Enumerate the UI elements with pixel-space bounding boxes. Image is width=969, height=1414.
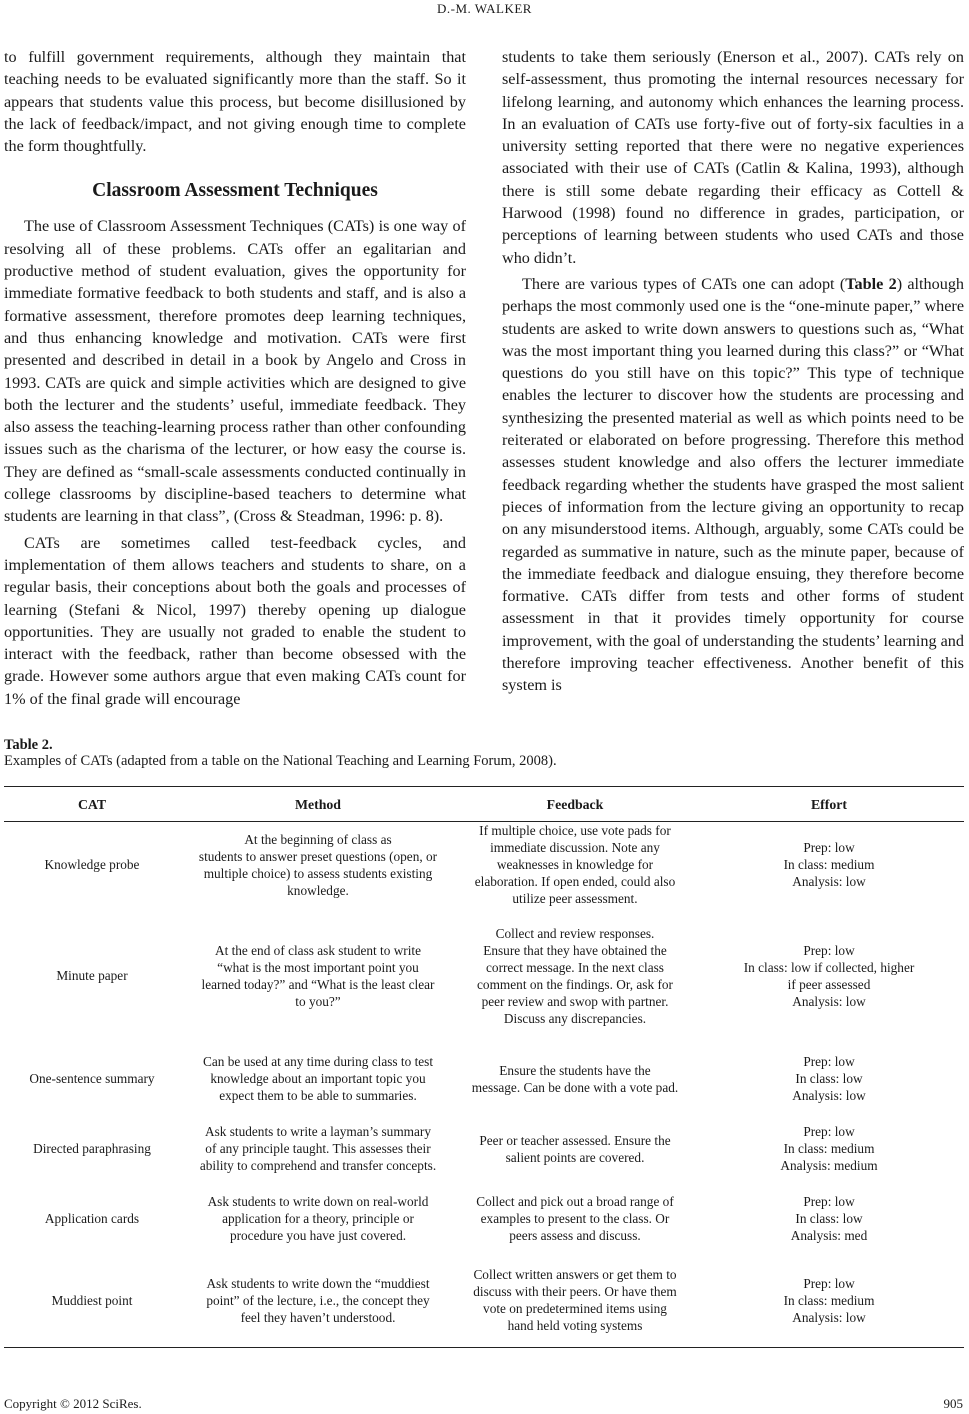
cell-line: application for a theory, principle or: [222, 1211, 414, 1226]
cell-line: Can be used at any time during class to test: [202, 1054, 434, 1069]
cell-feedback: [456, 1114, 694, 1184]
cell-line: Analysis: low: [792, 993, 866, 1009]
cell-line: knowledge about an important topic you: [210, 1071, 426, 1086]
column-header-method: Method: [180, 787, 456, 822]
cell-line: In class: medium: [783, 857, 875, 873]
cats-table-container: [4, 786, 964, 1348]
cell-method: [180, 1114, 456, 1184]
cell-line: “what is the most important point you: [217, 959, 419, 975]
cell-line: point” of the lecture, i.e., the concept they: [206, 1292, 430, 1308]
cell-line: In class: medium: [783, 1141, 875, 1156]
page-number: 905: [943, 1396, 963, 1411]
cell-line: hand held voting systems: [507, 1318, 643, 1334]
cell-line: comment on the findings. Or, ask for: [477, 976, 673, 992]
cell-line: Analysis: med: [790, 1228, 868, 1243]
cell-line: discuss with their peers. Or have them: [473, 1284, 677, 1300]
cell-line: Analysis: medium: [780, 1158, 878, 1173]
body-paragraph: [502, 273, 964, 697]
cell-cat: Muddiest point: [4, 1254, 180, 1348]
cell-line: In class: medium: [783, 1292, 875, 1308]
cell-method: [180, 1254, 456, 1348]
paragraph-text: ) although perhaps the most commonly used one is the “one-minute paper,” where students are asked to write down answers to questions such as, “What was the most important thing you learned during this class?” or “What questions do you still have on this topic?” This type of technique enables the lecturer to discover how the students are processing and synthesizing the presented material as well as which points need to be reiterated or elaborated on before progressing. Therefore this method assesses student knowledge and also offers the lecturer immediate feedback regarding whether the students have grasped the most salient pieces of information from the lecture giving an opportunity to recap on any misunderstood items. Although, arguably, some CATs could be regarded as summative in nature, such as the minute paper, because of the immediate feedback and dialogue ensuing, they therefore become formative. CATs differ from tests and other forms of student assessment in that it provides timely opportunity for course improvement, with the goal of understanding the students’ learning and therefore improving teacher effectiveness. Another benefit of this system is: [502, 274, 965, 695]
cell-line: correct message. In the next class: [486, 959, 664, 975]
cell-line: Prep: low: [803, 1275, 855, 1291]
cell-method: [180, 822, 456, 908]
left-column: [4, 46, 466, 710]
cell-line: Collect and review responses.: [495, 925, 655, 941]
cell-line: procedure you have just covered.: [229, 1228, 407, 1243]
cell-line: Analysis: low: [792, 874, 866, 890]
cell-line: multiple choice) to assess students existing: [203, 865, 433, 881]
cell-line: At the beginning of class as: [244, 831, 392, 847]
column-header-cat: CAT: [4, 787, 180, 822]
cell-line: At the end of class ask student to write: [214, 942, 422, 958]
cell-feedback: [456, 1184, 694, 1254]
table-header-row: [4, 787, 964, 822]
cell-line: Peer or teacher assessed. Ensure the: [479, 1132, 671, 1148]
cell-line: Prep: low: [803, 1054, 855, 1069]
cell-line: learned today?” and “What is the least clear: [201, 976, 435, 992]
cell-line: Prep: low: [803, 1194, 855, 1209]
cell-method: [180, 908, 456, 1044]
cell-line: message. Can be done with a vote pad.: [471, 1079, 679, 1095]
cell-line: elaboration. If open ended, could also: [474, 874, 676, 890]
cell-line: utilize peer assessment.: [512, 891, 638, 907]
cell-line: Ask students to write down on real-world: [207, 1194, 429, 1209]
paragraph-text: There are various types of CATs one can adopt (: [522, 274, 846, 293]
cell-line: examples to present to the class. Or: [480, 1211, 670, 1226]
table-body: [4, 822, 964, 1348]
body-paragraph: to fulfill government requirements, although they maintain that teaching needs to be evaluated significantly more than the staff. So it appears that students value this process, but become disillusioned by the lack of feedback/impact, and not giving enough time to complete the form thoughtfully.: [4, 48, 466, 156]
cell-line: Prep: low: [803, 840, 855, 856]
cell-line: knowledge.: [287, 882, 349, 898]
cell-line: In class: low: [795, 1211, 863, 1226]
table-row: [4, 1114, 964, 1184]
cell-line: Prep: low: [803, 1124, 855, 1139]
cell-line: Analysis: low: [792, 1309, 866, 1325]
cell-method: [180, 1044, 456, 1114]
cell-effort: [694, 1184, 964, 1254]
cell-line: Analysis: low: [792, 1088, 866, 1103]
cell-line: students to answer preset questions (open, or: [198, 848, 438, 864]
cell-feedback: [456, 1254, 694, 1348]
cell-line: Collect written answers or get them to: [473, 1267, 677, 1283]
body-paragraph: CATs are sometimes called test-feedback cycles, and implementation of them allows teachers and students to share, on a regular basis, their conceptions about both the goals and processes of learning (Stefani & Nicol, 1997) thereby opening up dialogue opportunities. They are usually not graded to enable the student to interact with the feedback, rather than become obsessed with the grade. However some authors argue that even making CATs count for 1% of the final grade will encourage: [4, 533, 466, 708]
cats-table: [4, 786, 964, 1348]
cell-cat: One-sentence summary: [29, 1071, 155, 1086]
cell-effort: [694, 908, 964, 1044]
running-head: D.-M. WALKER: [437, 1, 532, 16]
table-row: [4, 822, 964, 908]
cell-line: expect them to be able to summaries.: [219, 1088, 417, 1103]
cell-line: Ensure that they have obtained the: [483, 942, 667, 958]
cell-line: Ask students to write down the “muddiest: [206, 1275, 430, 1291]
cell-effort: [694, 1254, 964, 1348]
table-reference-link[interactable]: Table 2: [845, 274, 897, 293]
body-paragraph: students to take them seriously (Enerson et al., 2007). CATs rely on self-assessment, thus promoting the internal resources necessary for lifelong learning, and autonomy which enhances the learning process. In an evaluation of CATs use forty-five out of forty-six faculties in a university setting reported that there were no negative experiences associated with their use of CATs (Catlin & Kalina, 1993), although there is still some debate regarding their efficacy as Cottell & Harwood (1998) found no difference in grades, participation, or perceptions of learning between students who used CATs and those who didn’t.: [502, 48, 964, 267]
cell-line: ability to comprehend and transfer concepts.: [199, 1158, 437, 1173]
column-header-feedback: Feedback: [456, 787, 694, 822]
column-header-effort: Effort: [694, 787, 964, 822]
table-row: [4, 1184, 964, 1254]
cell-feedback: [456, 1044, 694, 1114]
table-row: [4, 1254, 964, 1348]
cell-line: vote on predetermined items using: [483, 1301, 667, 1317]
cell-line: of any principle taught. This assesses their: [205, 1141, 431, 1156]
cell-cat: Application cards: [44, 1211, 140, 1226]
cell-line: If multiple choice, use vote pads for: [479, 823, 671, 839]
cell-line: salient points are covered.: [505, 1149, 645, 1165]
cell-line: Ask students to write a layman’s summary: [204, 1124, 431, 1139]
section-heading: Classroom Assessment Techniques: [92, 180, 378, 202]
cell-line: In class: low if collected, higher: [743, 959, 915, 975]
cell-line: Prep: low: [803, 942, 855, 958]
cell-feedback: [456, 908, 694, 1044]
right-column: [502, 46, 964, 697]
cell-line: immediate discussion. Note any: [490, 840, 660, 856]
table-title: Table 2.: [4, 737, 53, 753]
body-paragraph: The use of Classroom Assessment Techniques (CATs) is one way of resolving all of these problems. CATs offer an egalitarian and productive method of student evaluation, gives the opportunity for immediate formative feedback to both students and staff, and is also a formative assessment, therefore promotes deep learning techniques, and thus enhancing knowledge and motivation. CATs were first presented and described in detail in a book by Angelo and Cross in 1993. CATs are quick and simple activities which are designed to give both the lecturer and the students’ useful, immediate feedback. They also assess the teaching-learning process rather than other confounding issues such as the charisma of the lecturer, or how easy the course is. They are defined as “small-scale assessments conducted continually in college classrooms by discipline-based teachers to determine what students are learning in that class”, (Cross & Steadman, 1996: p. 8).: [4, 217, 466, 526]
cell-effort: [694, 822, 964, 908]
cell-cat: Knowledge probe: [44, 857, 140, 873]
cell-line: In class: low: [795, 1071, 863, 1086]
cell-line: to you?”: [295, 993, 341, 1009]
cell-line: Discuss any discrepancies.: [503, 1010, 647, 1026]
cell-cat: Directed paraphrasing: [33, 1141, 151, 1156]
cell-effort: [694, 1044, 964, 1114]
cell-cat: Minute paper: [56, 968, 128, 983]
table-caption: Examples of CATs (adapted from a table on the National Teaching and Learning Forum, 2008).: [4, 753, 557, 769]
cell-line: if peer assessed: [787, 976, 871, 992]
table-row: [4, 908, 964, 1044]
cell-line: Ensure the students have the: [499, 1062, 651, 1078]
cell-method: [180, 1184, 456, 1254]
copyright-notice: Copyright © 2012 SciRes.: [4, 1396, 142, 1411]
cell-effort: [694, 1114, 964, 1184]
cell-line: Collect and pick out a broad range of: [476, 1194, 674, 1209]
cell-line: peer review and swop with partner.: [481, 993, 669, 1009]
cell-line: weaknesses in knowledge for: [496, 857, 654, 873]
cell-line: peers assess and discuss.: [509, 1228, 641, 1243]
cell-feedback: [456, 822, 694, 908]
table-row: [4, 1044, 964, 1114]
cell-line: feel they haven’t understood.: [240, 1309, 396, 1325]
